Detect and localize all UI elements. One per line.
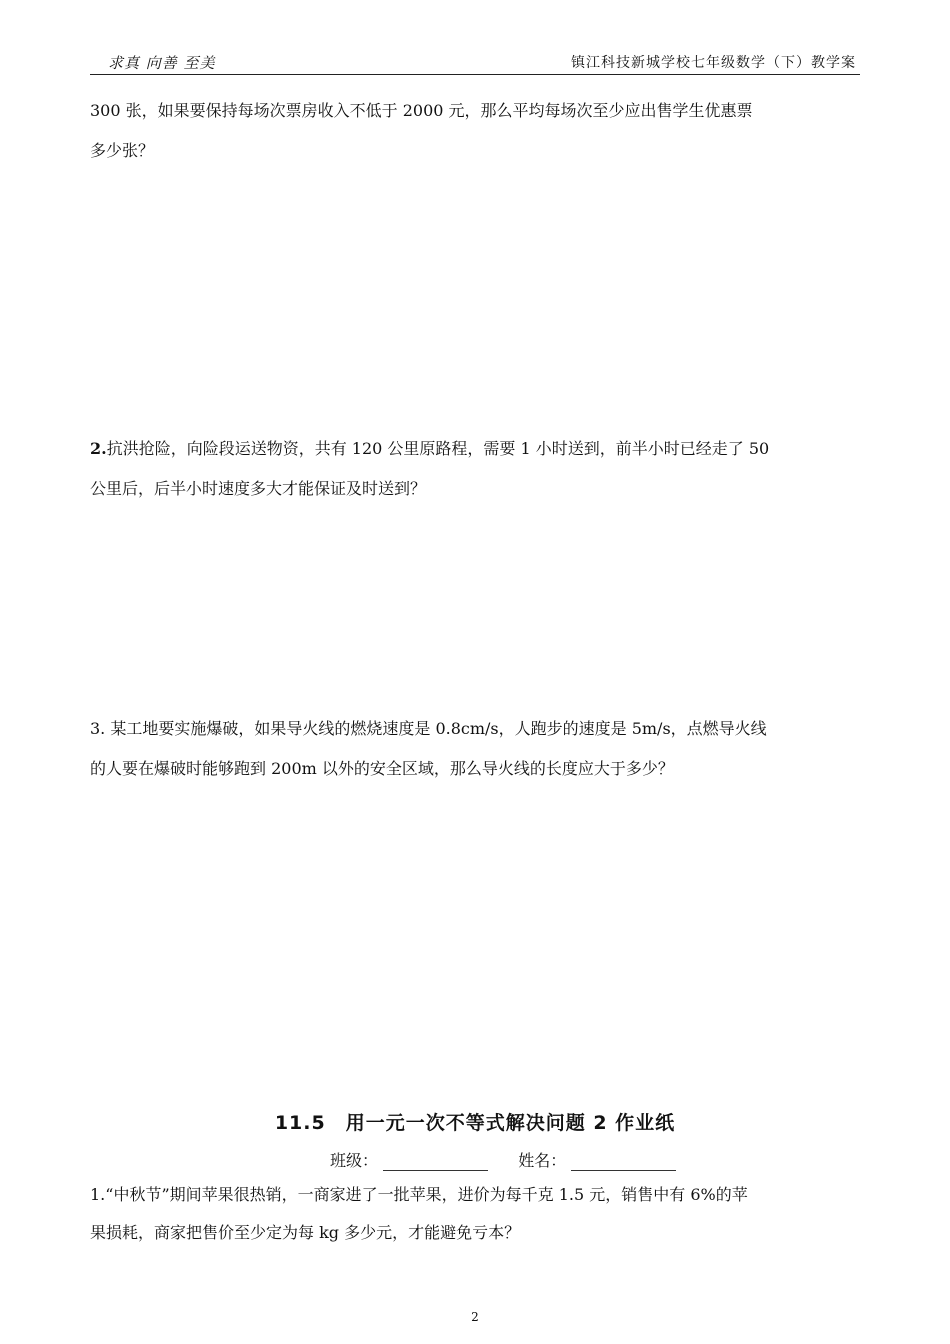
worksheet-q1-line-2: 果损耗，商家把售价至少定为每 kg 多少元，才能避免亏本？ <box>90 1223 521 1242</box>
problem-3-line-2: 的人要在爆破时能够跑到 200m 以外的安全区域，那么导火线的长度应大于多少？ <box>90 759 674 778</box>
header-school-title: 镇江科技新城学校七年级数学（下）教学案 <box>571 55 856 71</box>
continued-problem-line-1: 300 张，如果要保持每场次票房收入不低于 2000 元，那么平均每场次至少应出售学生优惠票 <box>90 101 753 120</box>
header-motto: 求真 向善 至美 <box>108 54 216 72</box>
problem-3-line-1: 3. 某工地要实施爆破，如果导火线的燃烧速度是 0.8cm/s，人跑步的速度是 5m/s，点燃导火线 <box>90 719 767 738</box>
name-label: 姓名： <box>518 1151 567 1170</box>
worksheet-q1-line-1: 1.“中秋节”期间苹果很热销，一商家进了一批苹果，进价为每千克 1.5 元，销售中有 6%的苹 <box>90 1185 748 1204</box>
problem-2-number: 2. <box>90 439 107 458</box>
class-blank[interactable] <box>383 1154 488 1171</box>
page-header <box>90 52 860 75</box>
class-name-line <box>330 1148 676 1171</box>
problem-2-text: 抗洪抢险，向险段运送物资，共有 120 公里原路程，需要 1 小时送到，前半小时已经走了 50 <box>106 439 770 458</box>
class-label: 班级： <box>330 1151 379 1170</box>
worksheet-title: 11.5 用一元一次不等式解决问题 2 作业纸 <box>274 1112 676 1134</box>
name-blank[interactable] <box>571 1154 676 1171</box>
continued-problem-line-2: 多少张？ <box>90 141 155 160</box>
problem-2-line-2: 公里后，后半小时速度多大才能保证及时送到？ <box>90 479 427 498</box>
page-number: 2 <box>471 1310 479 1324</box>
problem-2-line-1 <box>90 430 865 468</box>
